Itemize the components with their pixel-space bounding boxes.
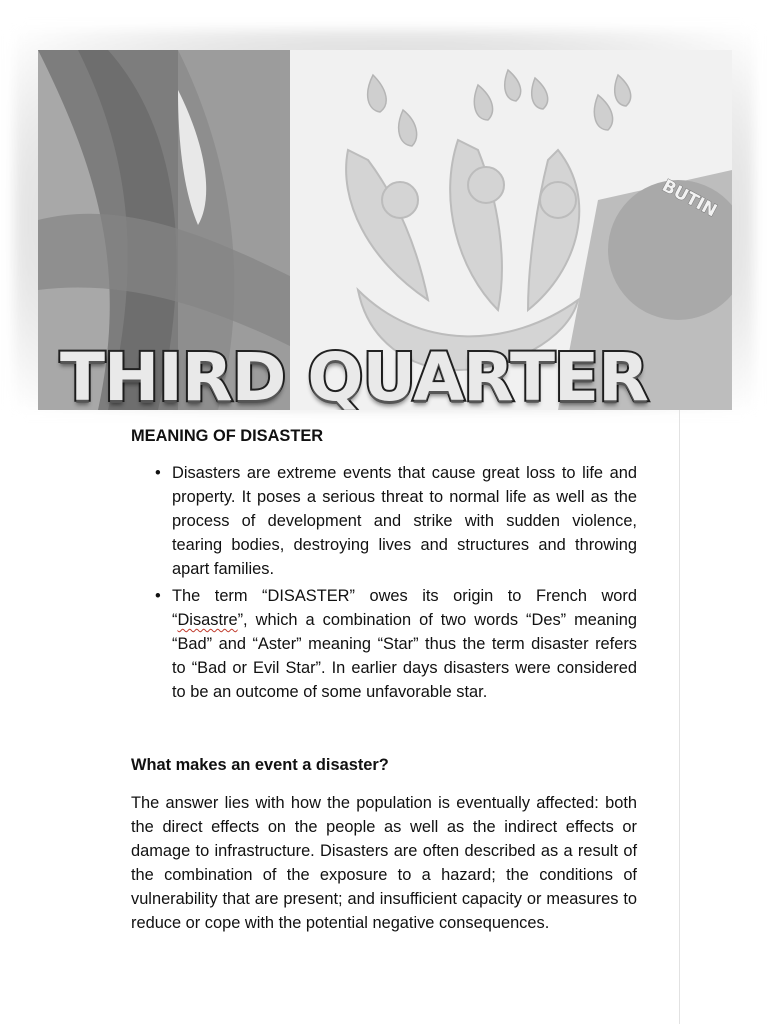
banner-title: THIRD QUARTER xyxy=(60,339,648,410)
section-heading-meaning: MEANING OF DISASTER xyxy=(131,427,324,445)
document-body xyxy=(131,424,637,935)
section-heading-event: What makes an event a disaster? xyxy=(131,756,389,774)
bullet-item xyxy=(155,584,637,704)
bullet-text-after: ”, which a combination of two words “Des” meaning “Bad” and “Aster” meaning “Star” thus the term disaster refers to “Bad or Evil Star”. In earlier days disasters were considered to be an outcome of some unfavorable star. xyxy=(172,611,637,701)
bullet-text-before: The term “DISASTER” owes its origin to French word “ xyxy=(172,587,637,629)
bullet-item xyxy=(155,461,637,581)
spellcheck-flagged-word: Disastre xyxy=(177,611,238,629)
bullet-list xyxy=(131,461,637,704)
seal-text: BUTIN xyxy=(658,176,721,222)
body-paragraph: The answer lies with how the population is eventually affected: both the direct effects on the people as well as the indirect effects or damage to infrastructure. Disasters are often described as a result of the combination of the exposure to a hazard; the conditions of vulnerability that are present; and insufficient capacity or measures to reduce or cope with the potential negative consequences. xyxy=(131,794,637,932)
banner-image xyxy=(38,50,732,410)
page-edge xyxy=(679,410,680,1024)
bullet-text: Disasters are extreme events that cause great loss to life and property. It poses a serious threat to normal life as well as the process of development and strike with sudden violence, tearing bodies, destroying lives and structures and throwing apart families. xyxy=(172,464,637,578)
